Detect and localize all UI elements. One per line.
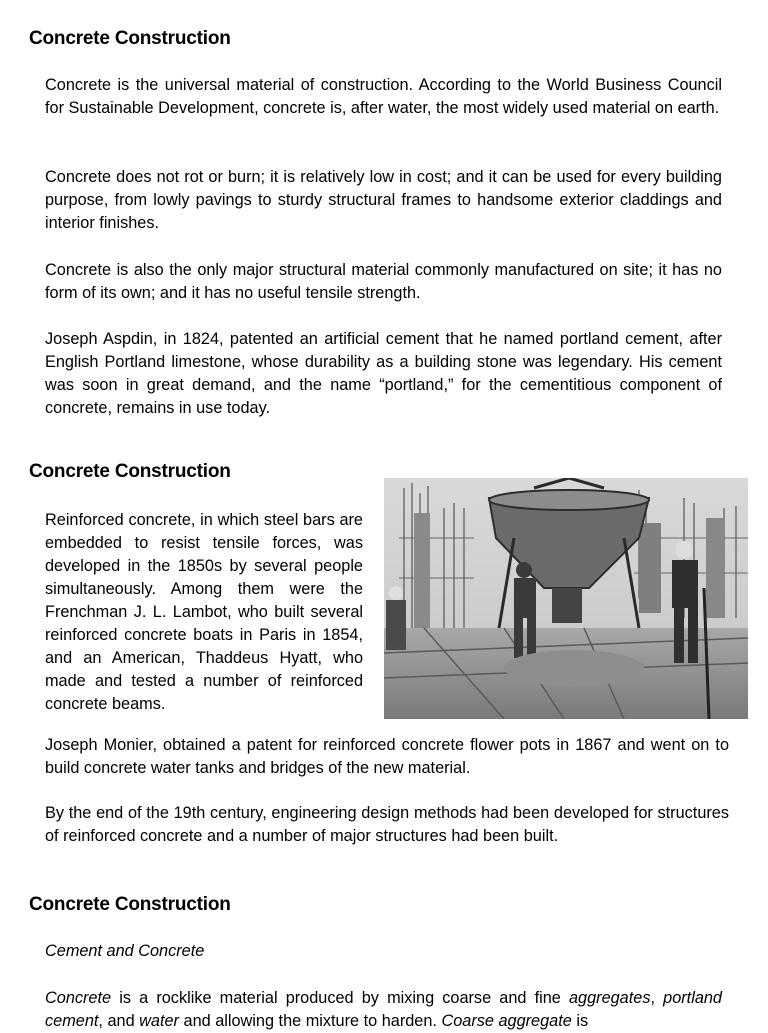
term-coarse-aggregate: Coarse aggregate (441, 1012, 572, 1030)
term-water: water (139, 1012, 179, 1030)
section1-paragraph-2: Concrete does not rot or burn; it is relatively low in cost; and it can be used for every building purpose, from lowly pavings to sturdy structural frames to handsome exterior claddings and interior finishes. (45, 168, 722, 232)
section2-paragraph-1: Reinforced concrete, in which steel bars are embedded to resist tensile forces, was developed in the 1850s by several people simultaneously. Among them were the Frenchman J. L. Lambot, who built several reinforced concrete boats in Paris in 1854, and an American, Thaddeus Hyatt, who made and tested a number of reinforced concrete beams. (45, 511, 363, 713)
section3-title: Concrete Construction (29, 894, 231, 915)
section2-paragraph-2: Joseph Monier, obtained a patent for reinforced concrete flower pots in 1867 and went on to build concrete water tanks and bridges of the new material. (45, 736, 729, 777)
section1-paragraph-1: Concrete is the universal material of construction. According to the World Business Council for Sustainable Development, concrete is, after water, the most widely used material on earth. (45, 76, 722, 117)
term-portland-cement: portland cement (45, 989, 722, 1030)
section2-title: Concrete Construction (29, 461, 231, 482)
text-run: , (650, 989, 664, 1007)
concrete-bucket-illustration (384, 478, 748, 719)
section2-paragraph-3: By the end of the 19th century, engineering design methods had been developed for structures of reinforced concrete and a number of major structures had been built. (45, 804, 729, 845)
term-concrete: Concrete (45, 989, 112, 1007)
section3-subtitle (45, 940, 204, 963)
term-aggregates: aggregates (568, 989, 651, 1007)
section1-paragraph-3: Concrete is also the only major structural material commonly manufactured on site; it has no form of its own; and it has no useful tensile strength. (45, 261, 722, 302)
subtitle-text: Cement and Concrete (45, 942, 205, 960)
section1-title: Concrete Construction (29, 28, 231, 49)
section3-paragraph-1 (45, 987, 722, 1033)
text-run: , and (98, 1012, 140, 1030)
text-run: is (571, 1012, 589, 1030)
concrete-pour-photo (384, 478, 748, 719)
text-run: and allowing the mixture to harden. (178, 1012, 442, 1030)
section1-paragraph-4: Joseph Aspdin, in 1824, patented an artificial cement that he named portland cement, after English Portland limestone, whose durability as a building stone was legendary. His cement was soon in great demand, and the name “portland,” for the cementitious component of concrete, remains in use today. (45, 330, 722, 417)
text-run: is a rocklike material produced by mixing coarse and fine (111, 989, 569, 1007)
